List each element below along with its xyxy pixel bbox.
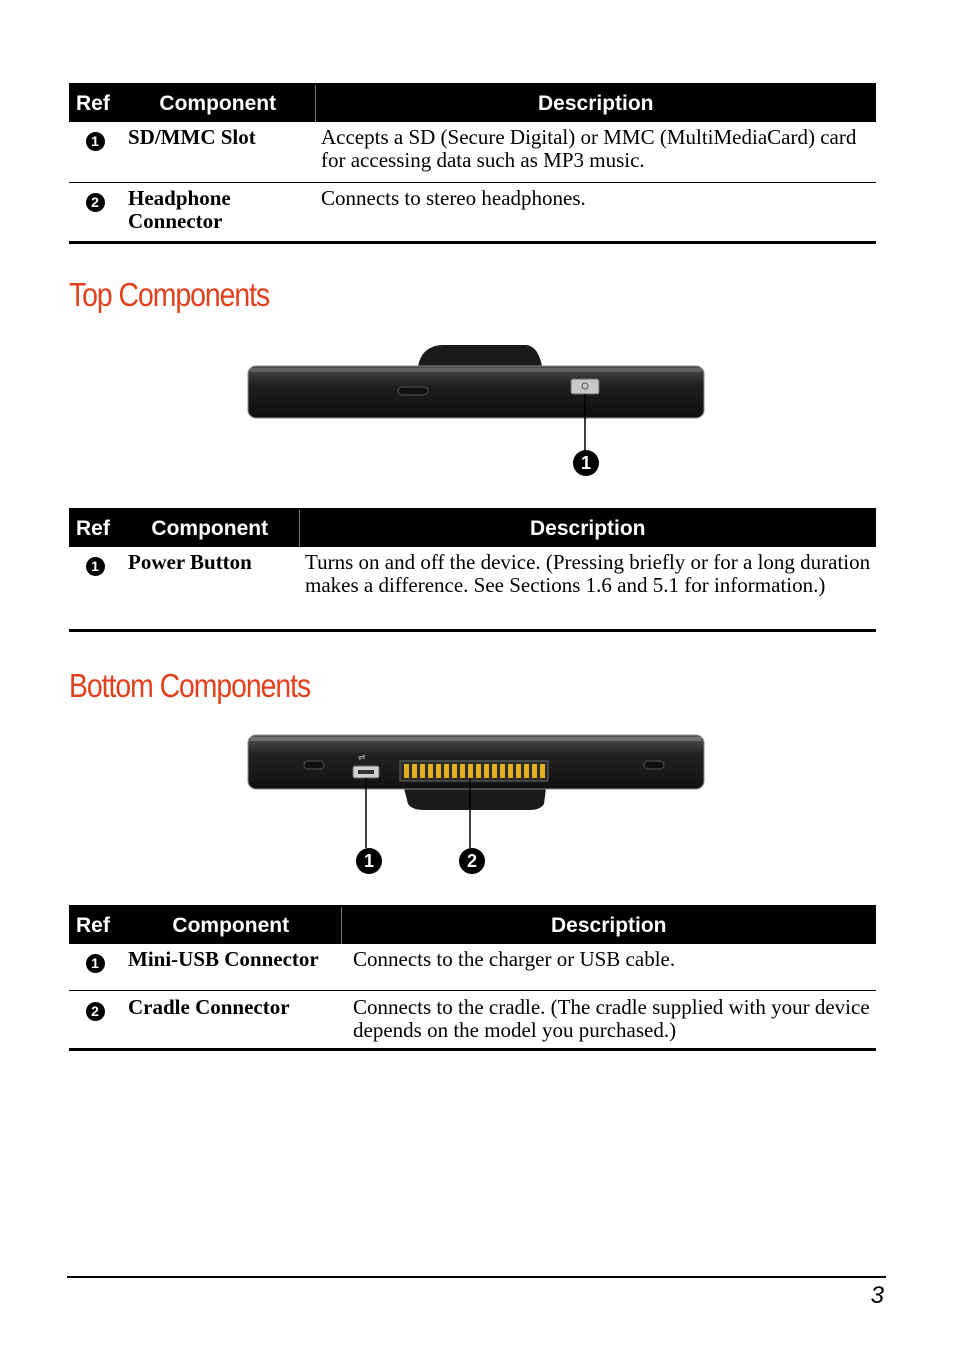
component-name: SD/MMC Slot [128, 125, 256, 149]
callout-bottom-2: 2 [459, 848, 485, 874]
device-bottom-figure [246, 732, 708, 877]
component-description: Connects to stereo headphones. [321, 186, 586, 210]
table-row [69, 547, 876, 631]
component-name: Power Button [128, 550, 252, 574]
header-description: Description [299, 509, 876, 547]
component-name-line2: Connector [128, 209, 223, 233]
table-side-components [69, 83, 876, 244]
component-description: Connects to the charger or USB cable. [353, 947, 676, 971]
table-header [69, 84, 876, 122]
component-name: Mini-USB Connector [128, 947, 319, 971]
table-row [69, 183, 876, 243]
table-row [69, 991, 876, 1050]
component-description: Accepts a SD (Secure Digital) or MMC (MultiMediaCard) card for accessing data such as MP3 music. [321, 125, 857, 172]
footer-rule [67, 1276, 886, 1278]
table-header [69, 906, 876, 944]
ref-number: 1 [86, 557, 105, 576]
table-top-components [69, 508, 876, 632]
table-bottom-components [69, 905, 876, 1051]
table-header [69, 509, 876, 547]
component-name: Cradle Connector [128, 995, 290, 1019]
component-description: Turns on and off the device. (Pressing briefly or for a long duration makes a difference. See Sections 1.6 and 5.1 for information.) [305, 550, 871, 597]
device-top-illustration [246, 340, 708, 480]
ref-number: 2 [86, 1002, 105, 1021]
header-component: Component [121, 509, 299, 547]
table-row [69, 944, 876, 991]
header-component: Component [121, 906, 341, 944]
page-number: 3 [870, 1282, 884, 1309]
callout-top-1: 1 [573, 450, 599, 476]
ref-number: 2 [86, 193, 105, 212]
ref-number: 1 [86, 132, 105, 151]
header-ref: Ref [69, 84, 121, 122]
callout-bottom-1: 1 [356, 848, 382, 874]
svg-text:⇌: ⇌ [358, 753, 366, 763]
header-ref: Ref [69, 906, 121, 944]
table-row [69, 122, 876, 183]
ref-number: 1 [86, 954, 105, 973]
section-heading-top: Top Components [69, 276, 270, 313]
component-description: Connects to the cradle. (The cradle supplied with your device depends on the model you purchased.) [353, 995, 870, 1042]
header-description: Description [341, 906, 876, 944]
header-description: Description [315, 84, 876, 122]
header-component: Component [121, 84, 315, 122]
header-ref: Ref [69, 509, 121, 547]
device-top-figure [246, 340, 708, 480]
section-heading-bottom: Bottom Components [69, 667, 311, 704]
component-name-line1: Headphone [128, 186, 231, 210]
